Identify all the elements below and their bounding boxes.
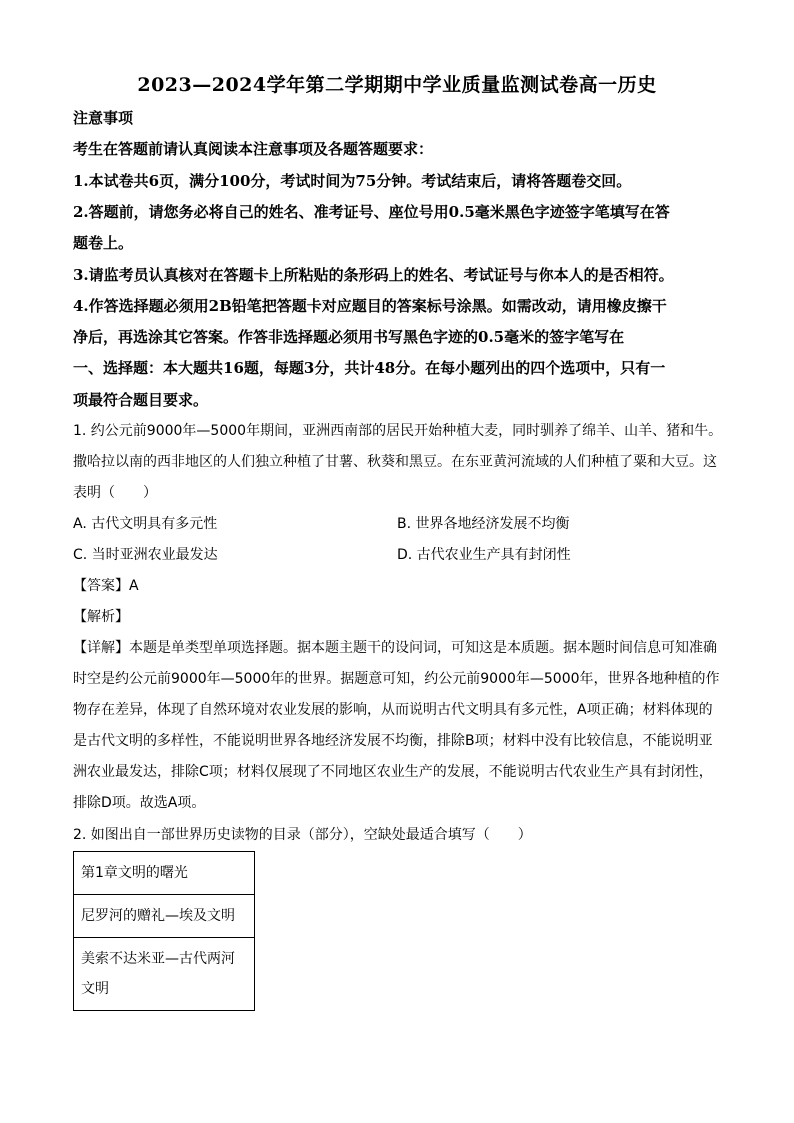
q1-option-a: A. 古代文明具有多元性 [73,516,218,532]
toc-row [74,895,255,938]
q1-detail-line-4: 是古代文明的多样性，不能说明世界各地经济发展不均衡，排除B项；材料中没有比较信息，不能说明亚 [73,733,713,749]
q1-analysis-tag: 【解析】 [73,609,129,625]
exam-title: 2023—2024学年第二学期期中学业质量监测试卷高一历史 [137,74,657,96]
q1-detail-line-2: 时空是约公元前9000年—5000年的世界。据题意可知，约公元前9000年—5000年，世界各地种植的作 [73,671,720,687]
notice-heading: 注意事项 [73,109,134,127]
q1-option-c: C. 当时亚洲农业最发达 [73,547,218,563]
q1-detail-line-1: 【详解】本题是单类型单项选择题。据本题主题干的设问词，可知这是本质题。据本题时间信息可知准确 [73,640,717,656]
q1-stem-line-3: 表明（ ） [73,485,157,501]
toc-row [74,852,255,895]
q1-stem-line-2: 撒哈拉以南的西非地区的人们独立种植了甘薯、秋葵和黑豆。在东亚黄河流域的人们种植了粟和大豆。这 [73,454,717,470]
notice-item-1: 1.本试卷共6页，满分100分，考试时间为75分钟。考试结束后，请将答题卷交回。 [73,172,632,190]
q1-detail-line-5: 洲农业最发达，排除C项；材料仅展现了不同地区农业生产的发展，不能说明古代农业生产具有封闭性， [73,764,713,780]
toc-cell-egypt: 尼罗河的赠礼—埃及文明 [74,895,255,938]
section-heading-cont: 项最符合题目要求。 [73,391,209,409]
q1-stem-line-1: 1. 约公元前9000年—5000年期间，亚洲西南部的居民开始种植大麦，同时驯养了绵羊、山羊、猪和牛。 [73,423,723,439]
q1-detail-line-3: 物存在差异，体现了自然环境对农业发展的影响，从而说明古代文明具有多元性，A项正确；材料体现的 [73,702,713,718]
notice-item-4: 4.作答选择题必须用2B铅笔把答题卡对应题目的答案标号涂黑。如需改动，请用橡皮擦干 [73,297,667,315]
toc-row [74,938,255,1011]
notice-item-4-cont: 净后，再选涂其它答案。作答非选择题必须用书写黑色字迹的0.5毫米的签字笔写在 [73,328,625,346]
toc-cell-mesopotamia: 美索不达米亚—古代两河文明 [74,938,255,1011]
notice-item-2-cont: 题卷上。 [73,234,134,252]
q1-option-d: D. 古代农业生产具有封闭性 [397,547,571,563]
section-heading: 一、选择题：本大题共16题，每题3分，共计48分。在每小题列出的四个选项中，只有一 [73,359,666,377]
notice-intro: 考生在答题前请认真阅读本注意事项及各题答题要求： [73,140,434,158]
notice-item-3: 3.请监考员认真核对在答题卡上所粘贴的条形码上的姓名、考试证号与你本人的是否相符。 [73,266,674,284]
answer-value: A [129,578,139,594]
q2-toc-table [73,851,255,1011]
q1-answer [73,576,139,596]
toc-cell-chapter: 第1章文明的曙光 [74,852,255,895]
q2-stem: 2. 如图出自一部世界历史读物的目录（部分），空缺处最适合填写（ ） [73,827,532,843]
notice-item-2: 2.答题前，请您务必将自己的姓名、准考证号、座位号用0.5毫米黑色字迹签字笔填写在答 [73,203,670,221]
q1-option-b: B. 世界各地经济发展不均衡 [397,516,570,532]
answer-tag: 【答案】 [73,578,129,594]
q1-detail-line-6: 排除D项。故选A项。 [73,795,206,811]
